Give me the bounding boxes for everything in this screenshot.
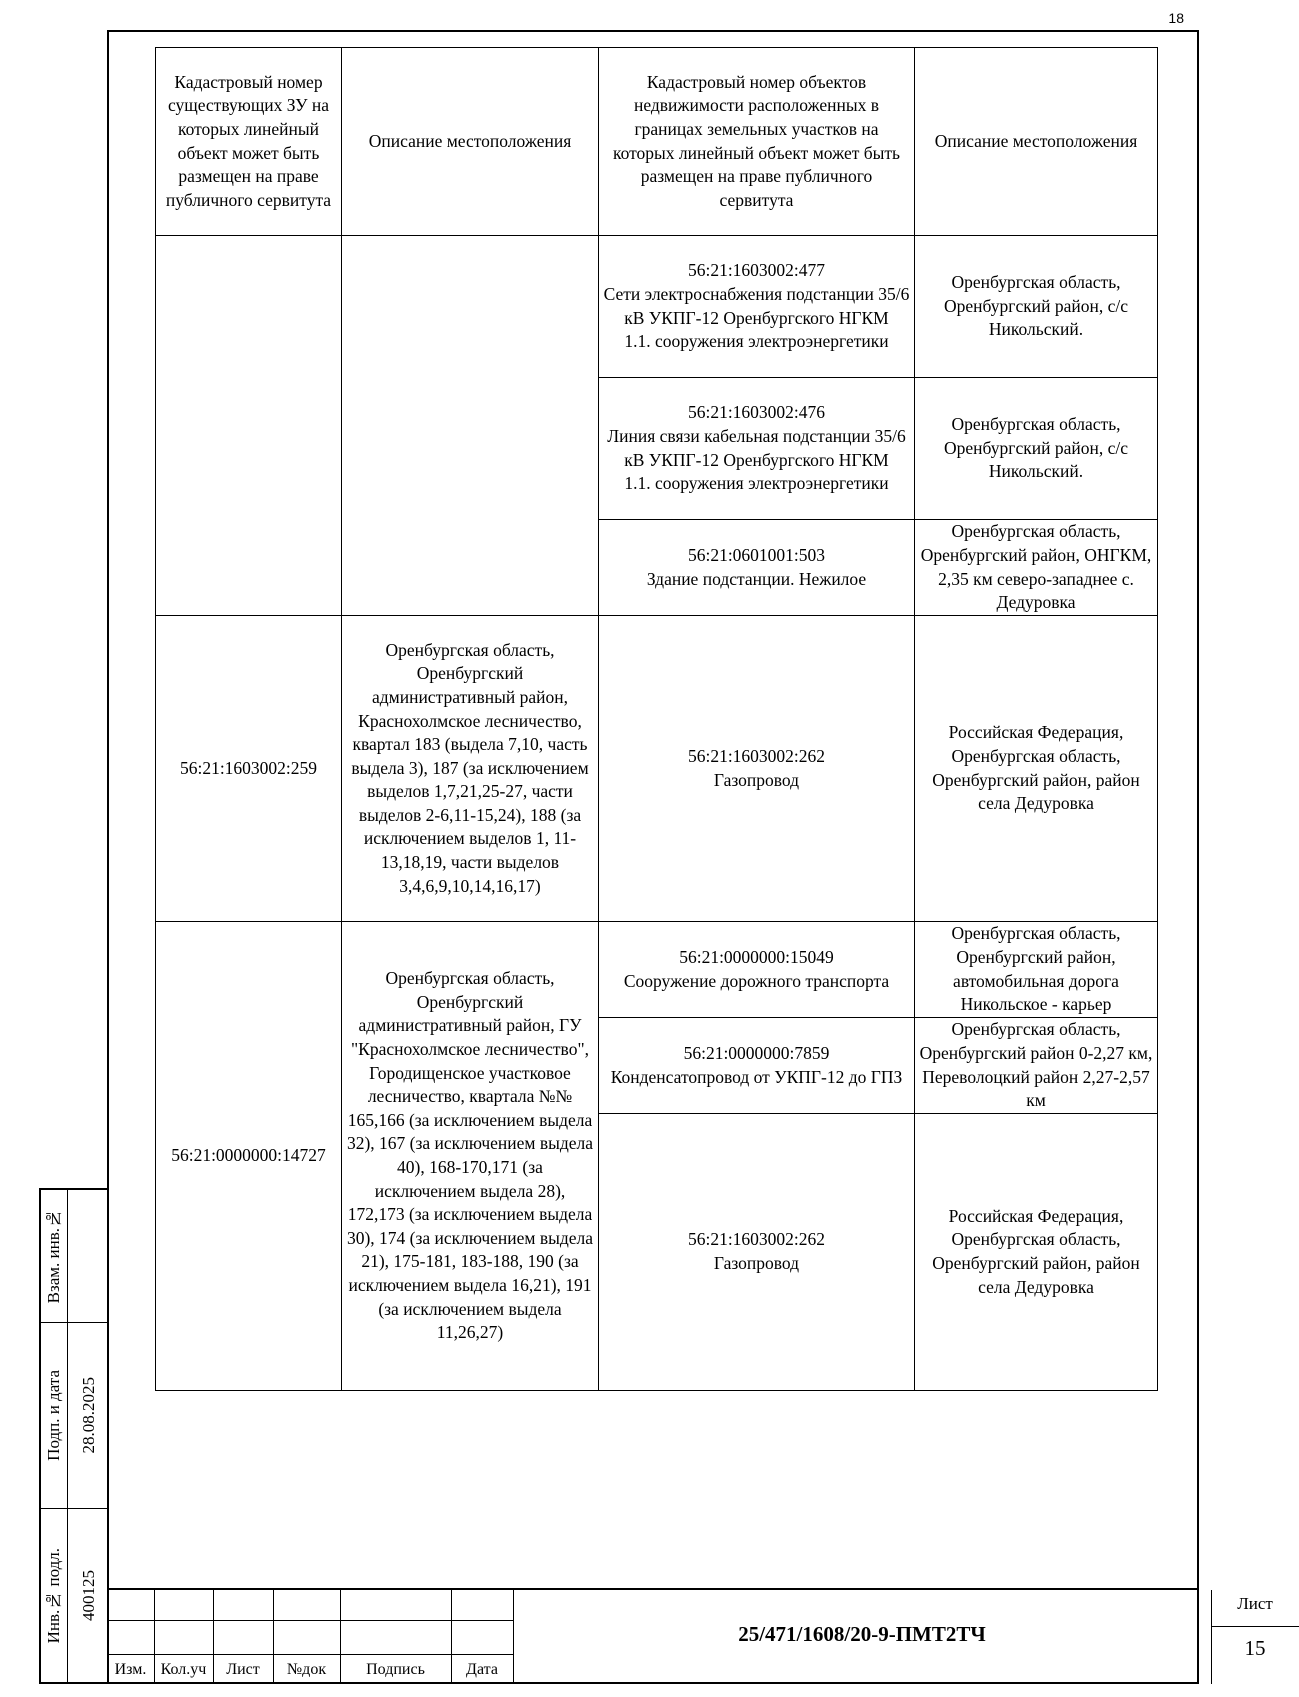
vzam-label: Взам. инв.№ (44, 1208, 63, 1304)
sheet-number: 15 (1244, 1636, 1266, 1660)
object-location-cell: Российская Федерация, Оренбургская область, Оренбургский район, район села Дедуровка (915, 1114, 1158, 1391)
servitude-table (155, 47, 1158, 1391)
object-cell: 56:21:1603002:262 Газопровод (599, 1114, 915, 1391)
empty-cadastral-cell (156, 236, 342, 616)
header-location-land: Описание местоположения (342, 48, 599, 236)
object-cell: 56:21:1603002:476 Линия связи кабельная подстанции 35/6 кВ УКПГ-12 Оренбургского НГКМ 1.1. сооружения электроэнергетики (599, 378, 915, 520)
object-cell: 56:21:1603002:262 Газопровод (599, 616, 915, 922)
object-location-cell: Оренбургская область, Оренбургский район, автомобильная дорога Никольское - карьер (915, 922, 1158, 1018)
document-code: 25/471/1608/20-9-ПМТ2ТЧ (738, 1621, 986, 1646)
stamp-label-podpis: Подпись (366, 1661, 425, 1678)
podp-date: 28.08.2025 (78, 1377, 98, 1454)
object-cell: 56:21:0000000:7859 Конденсатопровод от УКПГ-12 до ГПЗ (599, 1018, 915, 1114)
stamp-label-ndoc: №док (286, 1661, 327, 1678)
page-number: 18 (1168, 10, 1184, 26)
table-row (156, 922, 1158, 1018)
inv-number: 400125 (78, 1570, 98, 1621)
header-cadastral-land: Кадастровый номер существующих ЗУ на которых линейный объект может быть размещен на праве публичного сервитута (156, 48, 342, 236)
table-row (156, 236, 1158, 378)
header-row (156, 48, 1158, 236)
object-location-cell: Российская Федерация, Оренбургская область, Оренбургский район, район села Дедуровка (915, 616, 1158, 922)
side-value-column (68, 1190, 109, 1682)
empty-location-cell (342, 236, 599, 616)
stamp-label-data: Дата (466, 1661, 498, 1678)
header-location-object: Описание местоположения (915, 48, 1158, 236)
land-location-cell: Оренбургская область, Оренбургский административный район, Краснохолмское лесничество, квартал 183 (выдела 7,10, часть выдела 3), 187 (за исключением выделов 1,7,21,25-27, части выделов 2-6,11-15,24), 188 (за исключением выделов 1, 11-13,18,19, части выделов 3,4,6,9,10,14,16,17) (342, 616, 599, 922)
land-cadastral-cell: 56:21:1603002:259 (156, 616, 342, 922)
object-location-cell: Оренбургская область, Оренбургский район, ОНГКМ, 2,35 км северо-западнее с. Дедуровка (915, 520, 1158, 616)
side-stamp (39, 1188, 109, 1684)
stamp-label-kolvo: Кол.уч (160, 1661, 207, 1678)
stamp-label-izm: Изм. (114, 1661, 147, 1678)
title-block (107, 1588, 1273, 1684)
vzam-value (68, 1190, 109, 1323)
side-label-column (41, 1190, 68, 1682)
object-location-cell: Оренбургская область, Оренбургский район 0-2,27 км, Переволоцкий район 2,27-2,57 км (915, 1018, 1158, 1114)
object-cell: 56:21:1603002:477 Сети электроснабжения подстанции 35/6 кВ УКПГ-12 Оренбургского НГКМ 1.1. сооружения электроэнергетики (599, 236, 915, 378)
inv-label: Инв.№ подл. (44, 1547, 63, 1644)
object-location-cell: Оренбургская область, Оренбургский район, с/с Никольский. (915, 378, 1158, 520)
object-location-cell: Оренбургская область, Оренбургский район, с/с Никольский. (915, 236, 1158, 378)
stamp-label-list: Лист (226, 1661, 260, 1678)
land-cadastral-cell: 56:21:0000000:14727 (156, 922, 342, 1391)
podp-label: Подп. и дата (44, 1370, 63, 1461)
sheet-label: Лист (1237, 1594, 1273, 1613)
object-cell: 56:21:0000000:15049 Сооружение дорожного транспорта (599, 922, 915, 1018)
land-location-cell: Оренбургская область, Оренбургский административный район, ГУ "Краснохолмское лесничество", Городищенское участковое лесничество, квартала №№ 165,166 (за исключением выдела 32), 167 (за исключением выдела 40), 168-170,171 (за исключением выдела 28), 172,173 (за исключением выдела 30), 174 (за исключением выдела 21), 175-181, 183-188, 190 (за исключением выдела 16,21), 191 (за исключением выдела 11,26,27) (342, 922, 599, 1391)
header-cadastral-object: Кадастровый номер объектов недвижимости расположенных в границах земельных участков на которых линейный объект может быть размещен на праве публичного сервитута (599, 48, 915, 236)
table-row (156, 616, 1158, 922)
object-cell: 56:21:0601001:503 Здание подстанции. Нежилое (599, 520, 915, 616)
